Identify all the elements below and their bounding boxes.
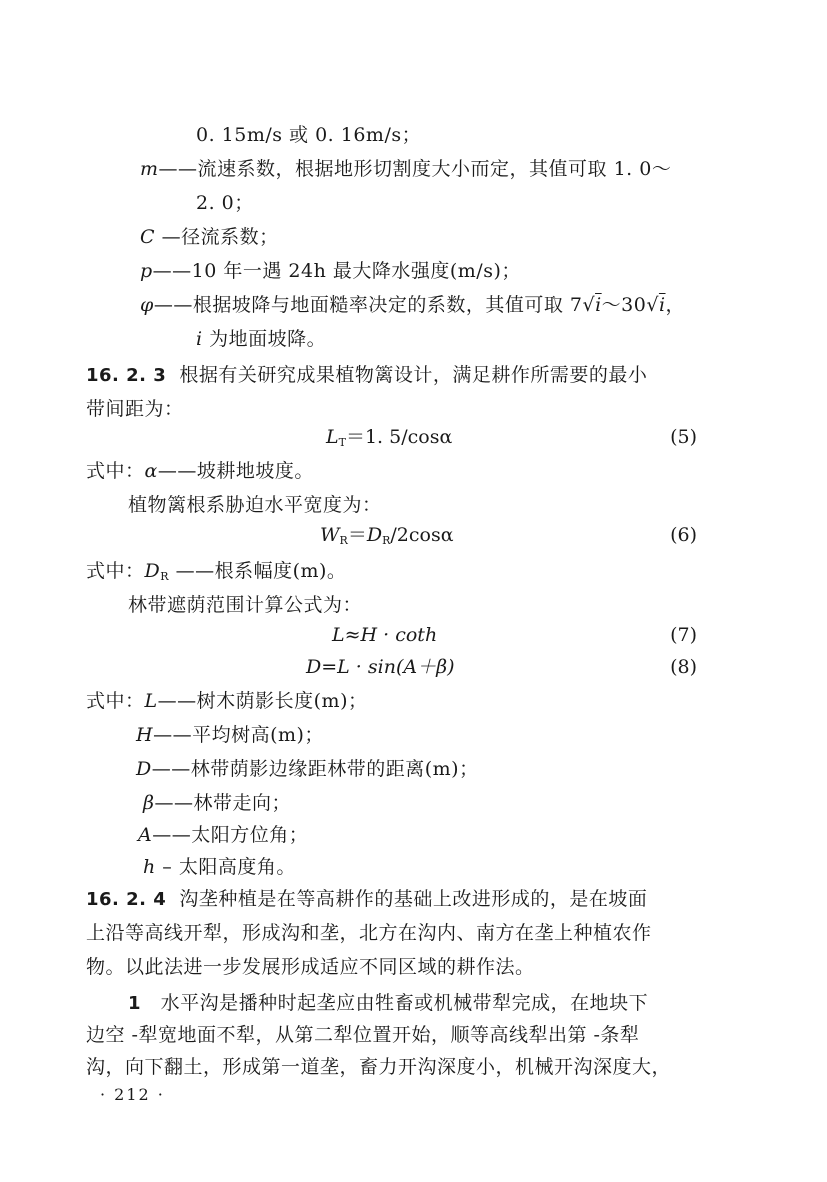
- symbol: H: [136, 724, 154, 746]
- text-line: 植物篱根系胁迫水平宽度为：: [128, 494, 382, 516]
- definition-p: [140, 258, 521, 284]
- definition-text: ——平均树高(m)；: [153, 724, 324, 746]
- symbol: L: [144, 690, 158, 712]
- eq-symbol: W: [320, 524, 340, 546]
- sqrt-arg: i: [595, 294, 602, 316]
- symbol: h: [143, 856, 156, 878]
- definition-text: ——林带荫影边缘距林带的距离(m)；: [151, 758, 479, 780]
- definition-text: ——根系幅度(m)。: [169, 560, 347, 582]
- equation-5: [326, 424, 452, 456]
- where-clause-5: [86, 458, 314, 484]
- definition-a: [138, 822, 308, 848]
- symbol: α: [144, 460, 158, 482]
- equation-6: [320, 522, 454, 554]
- equation-number: (6): [670, 524, 697, 546]
- text-line: 0. 15m/s 或 0. 16m/s；: [196, 124, 422, 146]
- text-line: 2. 0；: [196, 192, 254, 214]
- item-number: 1: [128, 993, 142, 1014]
- equation-number: (5): [670, 426, 697, 448]
- definition-i: [196, 326, 326, 352]
- text-line: 沟，向下翻土，形成第一道垄，畜力开沟深度小，机械开沟深度大，: [86, 1056, 672, 1078]
- subscript: R: [160, 570, 170, 583]
- symbol: C: [140, 226, 156, 248]
- equation-number: (7): [670, 624, 697, 646]
- text-line: 物。以此法进一步发展形成适应不同区域的耕作法。: [86, 956, 535, 978]
- definition-text: ——树木荫影长度(m)；: [157, 690, 368, 712]
- definition-d: [136, 756, 479, 782]
- eq-symbol: D: [366, 524, 383, 546]
- text-line: 林带遮荫范围计算公式为：: [128, 594, 363, 616]
- definition-text: —径流系数；: [155, 226, 279, 248]
- equation-7: L≈H · coth: [332, 624, 438, 646]
- symbol: D: [144, 560, 161, 582]
- where-clause-6: [86, 558, 346, 590]
- definition-text: 为地面坡降。: [202, 328, 327, 350]
- definition-phi: [140, 292, 685, 318]
- page-number: · 212 ·: [100, 1085, 165, 1104]
- equation-8: D=L · sin(A＋β): [306, 656, 455, 678]
- definition-text: ～30: [601, 294, 647, 316]
- symbol: φ: [140, 294, 154, 316]
- sqrt-sign: √: [646, 294, 659, 316]
- paragraph-text: 水平沟是播种时起垄应由牲畜或机械带犁完成，在地块下: [160, 992, 649, 1014]
- text-line: 带间距为：: [86, 398, 184, 420]
- label: 式中：: [86, 690, 145, 712]
- symbol: p: [140, 260, 153, 282]
- definition-text: ——坡耕地坡度。: [157, 460, 314, 482]
- definition-hh: [143, 854, 296, 880]
- definition-text: ——流速系数，根据地形切割度大小而定，其值可取 1. 0～: [158, 158, 672, 180]
- eq-equals: ＝: [347, 524, 367, 546]
- label: 式中：: [86, 460, 145, 482]
- sqrt-arg: i: [658, 294, 666, 316]
- symbol: β: [143, 792, 155, 814]
- sqrt-sign: √: [582, 294, 596, 316]
- definition-text: ——林带走向；: [154, 792, 291, 814]
- equation-number: (8): [670, 656, 697, 678]
- symbol: A: [138, 824, 153, 846]
- eq-rhs: /2cosα: [390, 524, 454, 546]
- definition-text: ——太阳方位角；: [152, 824, 309, 846]
- paragraph-text: 沟垄种植是在等高耕作的基础上改进形成的，是在坡面: [179, 888, 648, 910]
- definition-beta: [143, 790, 291, 816]
- definition-m: [140, 156, 671, 182]
- item-1: [128, 990, 648, 1017]
- definition-c: [140, 224, 279, 250]
- paragraph-text: 根据有关研究成果植物篱设计，满足耕作所需要的最小: [179, 364, 648, 386]
- section-number: 16. 2. 3: [86, 365, 167, 386]
- section-16-2-3: [86, 362, 647, 389]
- text-line: 上沿等高线开犁，形成沟和垄，北方在沟内、南方在垄上种植农作: [86, 922, 652, 944]
- text-line: 边空 -犁宽地面不犁，从第二犁位置开始，顺等高线犁出第 -条犁: [86, 1024, 640, 1046]
- where-clause-8-l: [86, 688, 367, 714]
- symbol: m: [140, 158, 159, 180]
- punct: ，: [665, 294, 686, 316]
- definition-h: [136, 722, 324, 748]
- eq-subscript: R: [339, 534, 348, 547]
- definition-text: ——根据坡降与地面糙率决定的系数，其值可取 7: [153, 294, 583, 316]
- section-16-2-4: [86, 886, 647, 913]
- eq-symbol: L: [326, 426, 339, 448]
- eq-rhs: ＝1. 5/cosα: [345, 426, 453, 448]
- definition-text: – 太阳高度角。: [155, 856, 296, 878]
- eq-subscript: T: [338, 436, 346, 449]
- section-number: 16. 2. 4: [86, 889, 167, 910]
- symbol: i: [196, 328, 203, 350]
- eq-subscript: R: [382, 534, 391, 547]
- symbol: D: [136, 758, 152, 780]
- label: 式中：: [86, 560, 145, 582]
- definition-text: ——10 年一遇 24h 最大降水强度(m/s)；: [152, 260, 521, 282]
